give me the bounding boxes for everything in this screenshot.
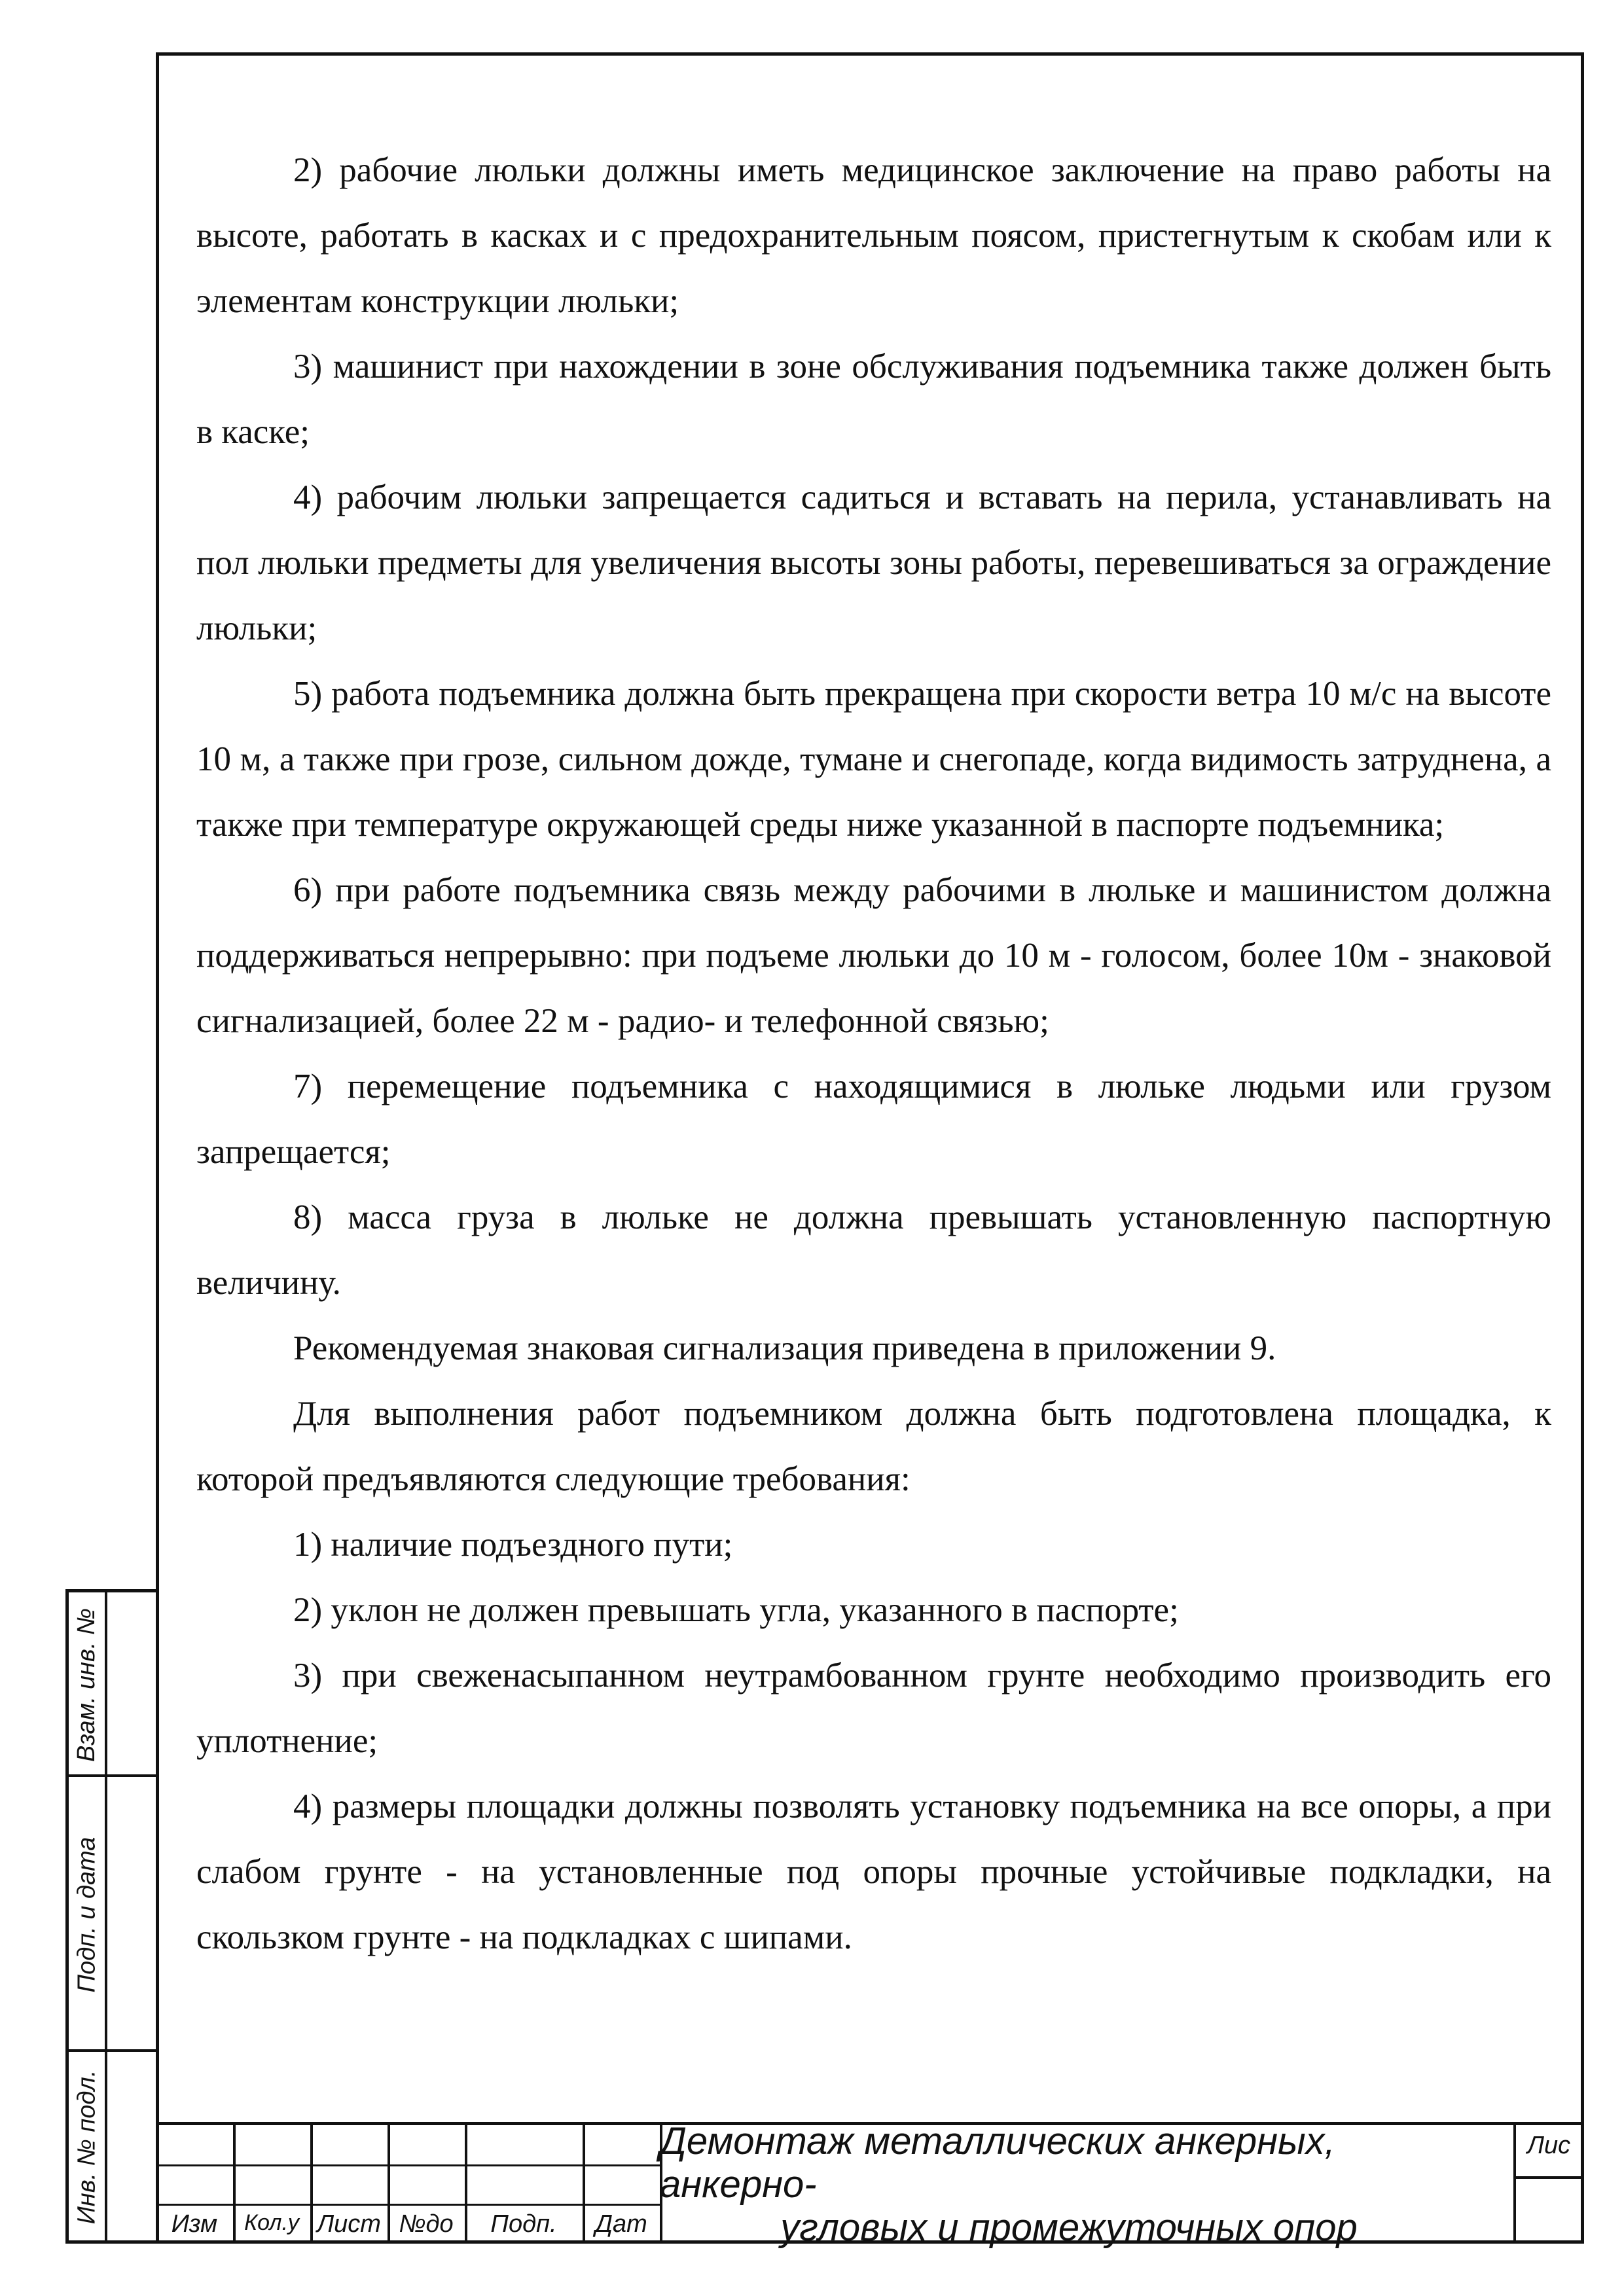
col-label-izm: Изм	[171, 2210, 218, 2238]
col-label-data: Дат	[595, 2210, 647, 2238]
col-label-podp: Подп.	[490, 2210, 557, 2238]
paragraph: 6) при работе подъемника связь между рабочими в люльке и машинистом должна поддерживаться непрерывно: при подъеме люльки до 10 м - голосом, более 10м - знаковой сигнализацией, более 22 м - радио- и телефонной связью;	[196, 871, 1551, 1040]
title-block	[156, 2119, 1584, 2249]
side-label-inv-text: Инв. № подл.	[73, 2070, 101, 2224]
sheet-number-cell	[1513, 2125, 1584, 2244]
paragraph: 3) при свеженасыпанном неутрамбованном грунте необходимо производить его уплотнение;	[196, 1657, 1551, 1760]
paragraph: 4) рабочим люльки запрещается садиться и вставать на перила, устанавливать на пол люльки предметы для увеличения высоты зоны работы, перевешиваться за ограждение люльки;	[196, 478, 1551, 647]
document-title-line1: Демонтаж металлических анкерных, анкерно-	[660, 2119, 1335, 2206]
side-label-podp-text: Подп. и дата	[73, 1837, 101, 1992]
paragraph: Для выполнения работ подъемником должна быть подготовлена площадка, к которой предъявляются следующие требования:	[196, 1395, 1551, 1498]
document-title	[660, 2119, 1478, 2249]
paragraph: 4) размеры площадки должны позволять установку подъемника на все опоры, а при слабом грунте - на установленные под опоры прочные устойчивые подкладки, на скользком грунте - на подкладках с шипами.	[196, 1787, 1551, 1956]
paragraph: Рекомендуемая знаковая сигнализация приведена в приложении 9.	[293, 1329, 1276, 1367]
paragraph: 2) уклон не должен превышать угла, указанного в паспорте;	[293, 1591, 1179, 1629]
paragraph: 8) масса груза в люльке не должна превышать установленную паспортную величину.	[196, 1198, 1551, 1302]
paragraph: 2) рабочие люльки должны иметь медицинское заключение на право работы на высоте, работать в касках и с предохранительным поясом, пристегнутым к скобам или к элементам конструкции люльки;	[196, 151, 1551, 320]
sheet-separator	[1513, 2176, 1584, 2179]
side-label-podp	[69, 1777, 105, 2052]
side-label-vzam	[69, 1592, 105, 1777]
document-body	[196, 137, 1551, 1970]
col-label-kolu: Кол.у	[244, 2210, 299, 2235]
side-strip	[65, 1589, 156, 2244]
side-label-vzam-text: Взам. инв. №	[73, 1607, 101, 1762]
paragraph: 5) работа подъемника должна быть прекращена при скорости ветра 10 м/с на высоте 10 м, а также при грозе, сильном дожде, тумане и снегопаде, когда видимость затруднена, а также при температуре окружающей среды ниже указанной в паспорте подъемника;	[196, 675, 1551, 844]
paragraph: 1) наличие подъездного пути;	[293, 1526, 733, 1564]
sheet-label: Лис	[1526, 2132, 1571, 2159]
col-label-list: Лист	[317, 2210, 381, 2238]
side-label-inv	[69, 2052, 105, 2242]
col-label-ndoc: №до	[399, 2210, 454, 2238]
paragraph: 3) машинист при нахождении в зоне обслуживания подъемника также должен быть в каске;	[196, 348, 1551, 451]
paragraph: 7) перемещение подъемника с находящимися в люльке людьми или грузом запрещается;	[196, 1067, 1551, 1171]
document-title-line2: угловых и промежуточных опор	[780, 2206, 1358, 2249]
